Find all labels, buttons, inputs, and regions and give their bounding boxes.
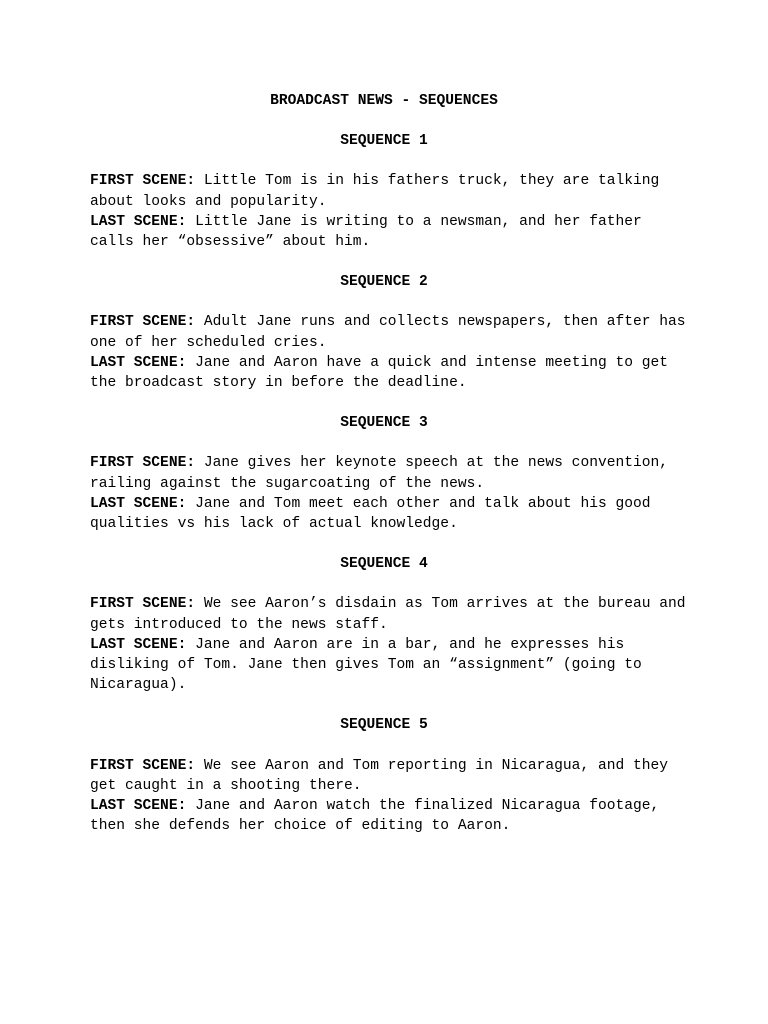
last-scene-label: LAST SCENE:: [90, 495, 187, 512]
last-scene: [90, 635, 690, 696]
sequence-heading: SEQUENCE 3: [340, 415, 428, 432]
first-scene-text: We see Aaron’s disdain as Tom arrives at the bureau and gets introduced to the news staff.: [90, 596, 686, 633]
last-scene: [90, 353, 690, 393]
first-scene-text: Little Tom is in his fathers truck, they are talking about looks and popularity.: [90, 173, 660, 210]
last-scene: [90, 796, 690, 836]
first-scene-label: FIRST SCENE:: [90, 173, 196, 190]
first-scene: [90, 453, 690, 493]
sequence-heading: SEQUENCE 2: [340, 274, 428, 291]
first-scene: [90, 312, 690, 352]
last-scene-text: Jane and Tom meet each other and talk about his good qualities vs his lack of actual knowledge.: [90, 495, 651, 533]
first-scene-text: Adult Jane runs and collects newspapers, then after has one of her scheduled cries.: [90, 314, 686, 351]
last-scene-label: LAST SCENE:: [90, 798, 187, 815]
last-scene-text: Jane and Aaron have a quick and intense meeting to get the broadcast story in before the deadline.: [90, 354, 669, 392]
first-scene-label: FIRST SCENE:: [90, 596, 196, 613]
sequence-3: [90, 413, 690, 534]
sequence-heading: SEQUENCE 4: [340, 556, 428, 573]
last-scene-label: LAST SCENE:: [90, 354, 187, 371]
first-scene: [90, 594, 690, 634]
last-scene: [90, 494, 690, 534]
last-scene-label: LAST SCENE:: [90, 636, 187, 653]
first-scene-label: FIRST SCENE:: [90, 455, 196, 472]
last-scene-text: Jane and Aaron watch the finalized Nicaragua footage, then she defends her choice of editing to Aaron.: [90, 798, 660, 835]
last-scene-text: Jane and Aaron are in a bar, and he expresses his disliking of Tom. Jane then gives Tom an “assignment” (going to Nicaragua).: [90, 636, 642, 694]
first-scene-label: FIRST SCENE:: [90, 757, 196, 774]
first-scene: [90, 756, 690, 796]
first-scene-text: Jane gives her keynote speech at the news convention, railing against the sugarcoating of the news.: [90, 455, 669, 492]
first-scene-text: We see Aaron and Tom reporting in Nicaragua, and they get caught in a shooting there.: [90, 757, 669, 794]
sequence-1: [90, 131, 690, 252]
document-title: BROADCAST NEWS - SEQUENCES: [270, 93, 498, 109]
sequence-heading: SEQUENCE 1: [340, 133, 428, 150]
sequence-heading: SEQUENCE 5: [340, 717, 428, 734]
sequence-4: [90, 554, 690, 695]
sequence-2: [90, 272, 690, 393]
first-scene: [90, 171, 690, 211]
first-scene-label: FIRST SCENE:: [90, 314, 196, 331]
sequence-5: [90, 715, 690, 836]
document-page: [90, 91, 690, 856]
last-scene-label: LAST SCENE:: [90, 213, 187, 230]
last-scene-text: Little Jane is writing to a newsman, and her father calls her “obsessive” about him.: [90, 213, 642, 251]
last-scene: [90, 212, 690, 252]
